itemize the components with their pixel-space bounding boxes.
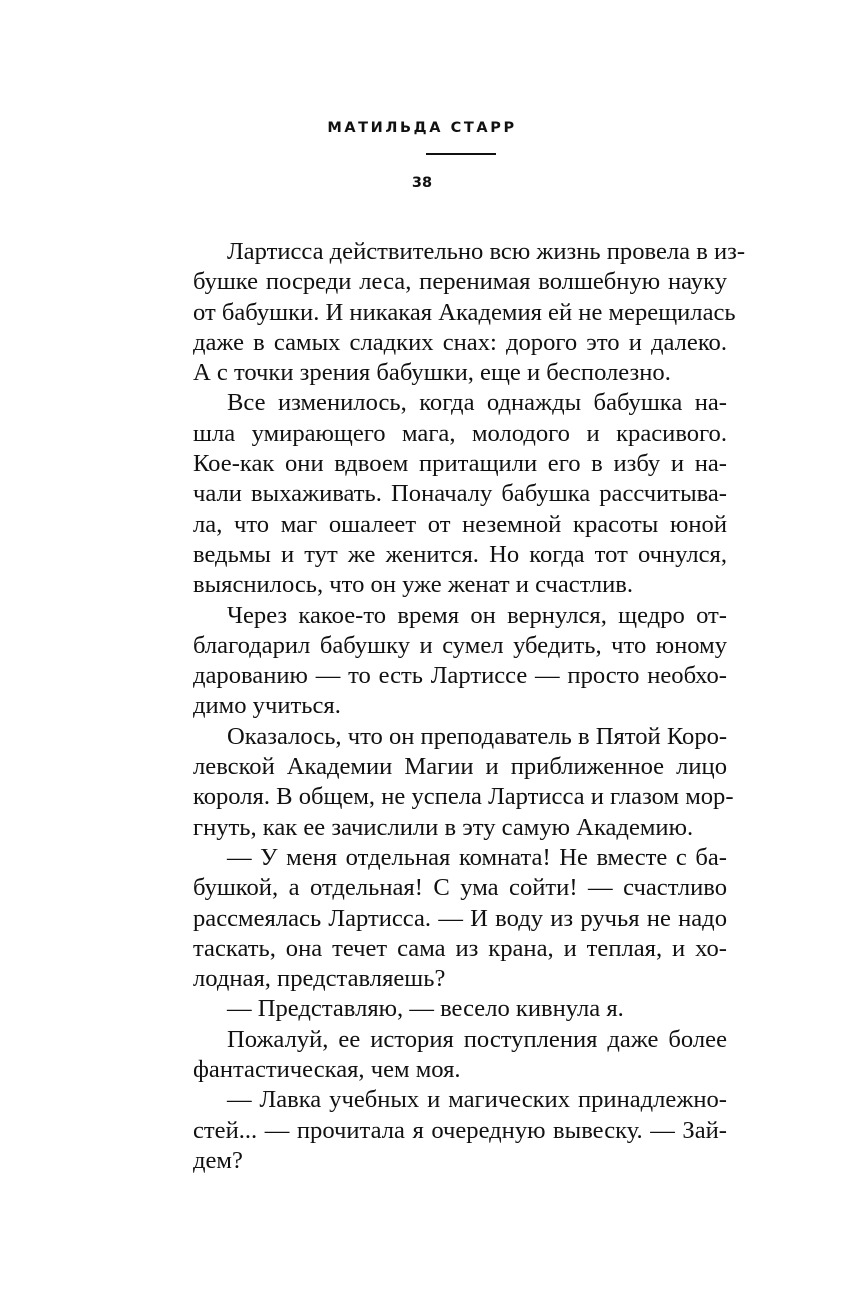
running-head: МАТИЛЬДА СТАРР bbox=[327, 120, 517, 136]
text-line: А с точки зрения бабушки, еще и бесполезно. bbox=[193, 359, 671, 387]
text-line: Лартисса действительно всю жизнь провела в из- bbox=[227, 238, 746, 265]
text-line: от бабушки. И никакая Академия ей не мерещилась bbox=[193, 298, 736, 326]
text-line: дем? bbox=[193, 1146, 243, 1174]
page-number: 38 bbox=[411, 175, 433, 191]
text-line: — Лавка учебных и магических принадлежно- bbox=[227, 1086, 727, 1114]
text-line: — Представляю, — весело кивнула я. bbox=[227, 995, 624, 1023]
text-line: Пожалуй, ее история поступления даже более bbox=[227, 1025, 727, 1053]
body-text bbox=[193, 237, 746, 1176]
text-line: рассмеялась Лартисса. — И воду из ручья не надо bbox=[193, 904, 727, 932]
text-line: димо учиться. bbox=[193, 692, 341, 720]
text-line: чали выхаживать. Поначалу бабушка рассчитыва- bbox=[193, 480, 727, 508]
text-line: ведьмы и тут же женится. Но когда тот очнулся, bbox=[193, 540, 727, 568]
text-line: лодная, представляешь? bbox=[193, 965, 446, 993]
text-line: — У меня отдельная комната! Не вместе с ба- bbox=[227, 843, 727, 871]
text-line: гнуть, как ее зачислили в эту самую Академию. bbox=[193, 813, 694, 841]
text-line: бушке посреди леса, перенимая волшебную науку bbox=[193, 268, 727, 296]
text-line: шла умирающего мага, молодого и красивого. bbox=[193, 419, 727, 447]
text-line: Оказалось, что он преподаватель в Пятой Коро- bbox=[227, 722, 728, 750]
text-line: дарованию — то есть Лартиссе — просто необхо- bbox=[193, 662, 727, 690]
text-line: ла, что маг ошалеет от неземной красоты юной bbox=[193, 510, 727, 538]
text-line: Через какое-то время он вернулся, щедро от- bbox=[227, 601, 727, 629]
text-line: Все изменилось, когда однажды бабушка на- bbox=[227, 389, 727, 417]
text-line: фантастическая, чем моя. bbox=[193, 1056, 461, 1084]
header-rule bbox=[426, 153, 496, 155]
text-line: Кое-как они вдвоем притащили его в избу и на- bbox=[193, 450, 727, 478]
text-line: короля. В общем, не успела Лартисса и глазом мор- bbox=[193, 783, 734, 811]
text-line: таскать, она течет сама из крана, и теплая, и хо- bbox=[193, 934, 727, 962]
text-line: даже в самых сладких снах: дорого это и далеко. bbox=[193, 328, 727, 356]
text-line: выяснилось, что он уже женат и счастлив. bbox=[193, 571, 634, 599]
text-line: стей... — прочитала я очередную вывеску. — Зай- bbox=[193, 1116, 727, 1144]
text-line: бушкой, а отдельная! С ума сойти! — счастливо bbox=[193, 874, 727, 902]
text-line: левской Академии Магии и приближенное лицо bbox=[193, 753, 727, 781]
text-line: благодарил бабушку и сумел убедить, что юному bbox=[193, 631, 727, 659]
